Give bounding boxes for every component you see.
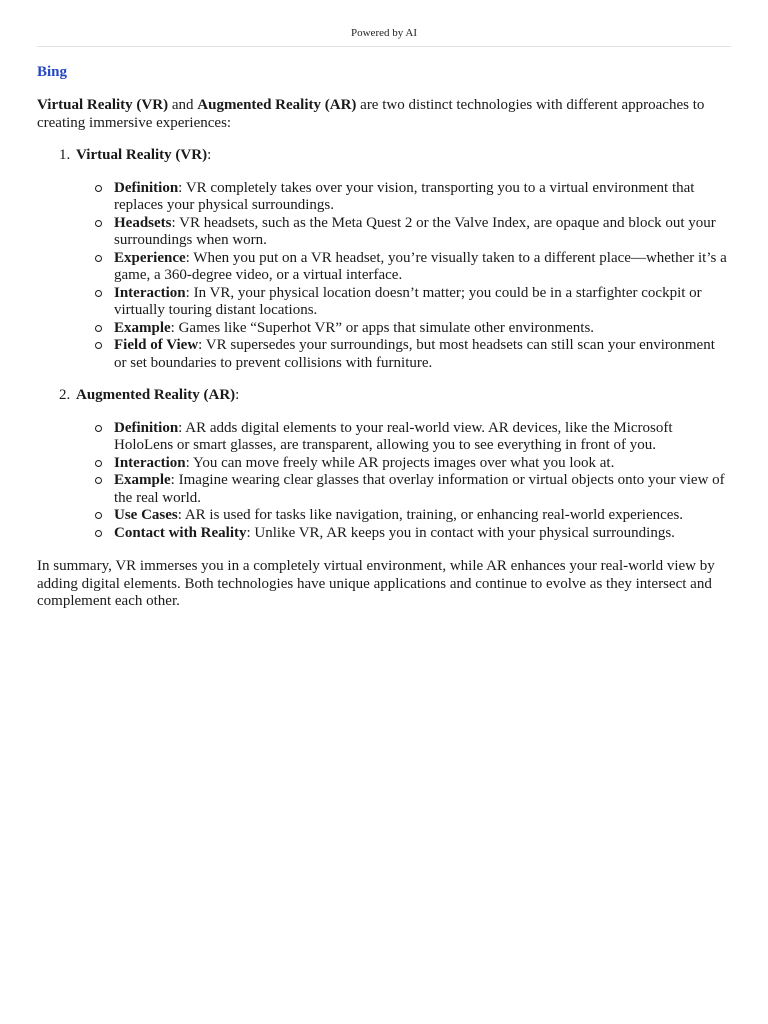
point-term: Field of View	[114, 337, 199, 353]
section-title: Virtual Reality (VR)	[76, 147, 208, 163]
point-text: : AR adds digital elements to your real-world view. AR devices, like the Microsoft HoloLens or smart glasses, are transparent, allowing you to see everything in front of you.	[114, 419, 673, 453]
list-item	[114, 320, 731, 338]
point-term: Example	[114, 472, 171, 488]
list-item	[114, 455, 731, 473]
intro-rest: are two distinct technologies with different approaches to creating immersive experiences:	[37, 97, 705, 131]
list-item	[114, 250, 731, 285]
point-term: Example	[114, 319, 171, 336]
point-text: : When you put on a VR headset, you’re visually taken to a different place—whether it’s a game, a 360-degree video, or a virtual interface.	[114, 249, 727, 283]
point-term: Use Cases	[114, 507, 178, 523]
point-term: Experience	[114, 249, 186, 266]
list-item	[114, 525, 731, 543]
circle-bullet-icon	[95, 325, 102, 332]
point-text: : In VR, your physical location doesn’t matter; you could be in a starfighter cockpit or virtually touring distant locations.	[114, 284, 702, 318]
point-term: Contact with Reality	[114, 524, 247, 541]
list-item	[114, 180, 731, 215]
ar-points-list	[76, 420, 731, 543]
section-title: Augmented Reality (AR)	[76, 387, 236, 403]
point-text: : VR completely takes over your vision, transporting you to a virtual environment that replaces your physical surroundings.	[114, 179, 695, 213]
list-item	[114, 472, 731, 507]
powered-by-header: Powered by AI	[351, 27, 417, 39]
circle-bullet-icon	[95, 185, 102, 192]
section-list	[37, 147, 731, 542]
point-text: : VR supersedes your surroundings, but most headsets can still scan your environment or set boundaries to prevent collisions with furniture.	[114, 337, 715, 371]
circle-bullet-icon	[95, 342, 102, 349]
point-term: Interaction	[114, 454, 186, 471]
intro-paragraph	[37, 97, 731, 132]
circle-bullet-icon	[95, 460, 102, 467]
point-term: Definition	[114, 419, 179, 436]
circle-bullet-icon	[95, 255, 102, 262]
source-title: Bing	[37, 64, 68, 80]
circle-bullet-icon	[95, 425, 102, 432]
point-text: : Unlike VR, AR keeps you in contact with your physical surroundings.	[246, 524, 675, 541]
vr-points-list	[76, 180, 731, 373]
point-text: : Imagine wearing clear glasses that overlay information or virtual objects onto your view of the real world.	[114, 472, 725, 506]
circle-bullet-icon	[95, 512, 102, 519]
point-term: Interaction	[114, 284, 186, 301]
point-term: Headsets	[114, 214, 172, 231]
list-item	[114, 285, 731, 320]
intro-term-vr: Virtual Reality (VR)	[37, 97, 169, 113]
section-vr	[74, 147, 731, 372]
circle-bullet-icon	[95, 530, 102, 537]
list-item	[114, 507, 731, 525]
list-item	[114, 337, 731, 372]
circle-bullet-icon	[95, 220, 102, 227]
point-text: : AR is used for tasks like navigation, training, or enhancing real-world experiences.	[177, 507, 684, 523]
intro-term-ar: Augmented Reality (AR)	[197, 97, 357, 113]
point-text: : Games like “Superhot VR” or apps that simulate other environments.	[170, 319, 595, 336]
list-item	[114, 420, 731, 455]
circle-bullet-icon	[95, 290, 102, 297]
section-colon: :	[235, 387, 240, 403]
section-colon: :	[207, 147, 212, 163]
intro-connector: and	[168, 97, 198, 113]
header-divider	[37, 46, 731, 47]
point-text: : VR headsets, such as the Meta Quest 2 or the Valve Index, are opaque and block out your surroundings when worn.	[114, 214, 716, 248]
summary-paragraph: In summary, VR immerses you in a completely virtual environment, while AR enhances your real-world view by adding digital elements. Both technologies have unique applications and continue to evolve as they intersect and complement each other.	[37, 558, 715, 609]
point-text: : You can move freely while AR projects images over what you look at.	[185, 454, 615, 471]
section-ar	[74, 387, 731, 542]
circle-bullet-icon	[95, 477, 102, 484]
list-item	[114, 215, 731, 250]
point-term: Definition	[114, 179, 179, 196]
